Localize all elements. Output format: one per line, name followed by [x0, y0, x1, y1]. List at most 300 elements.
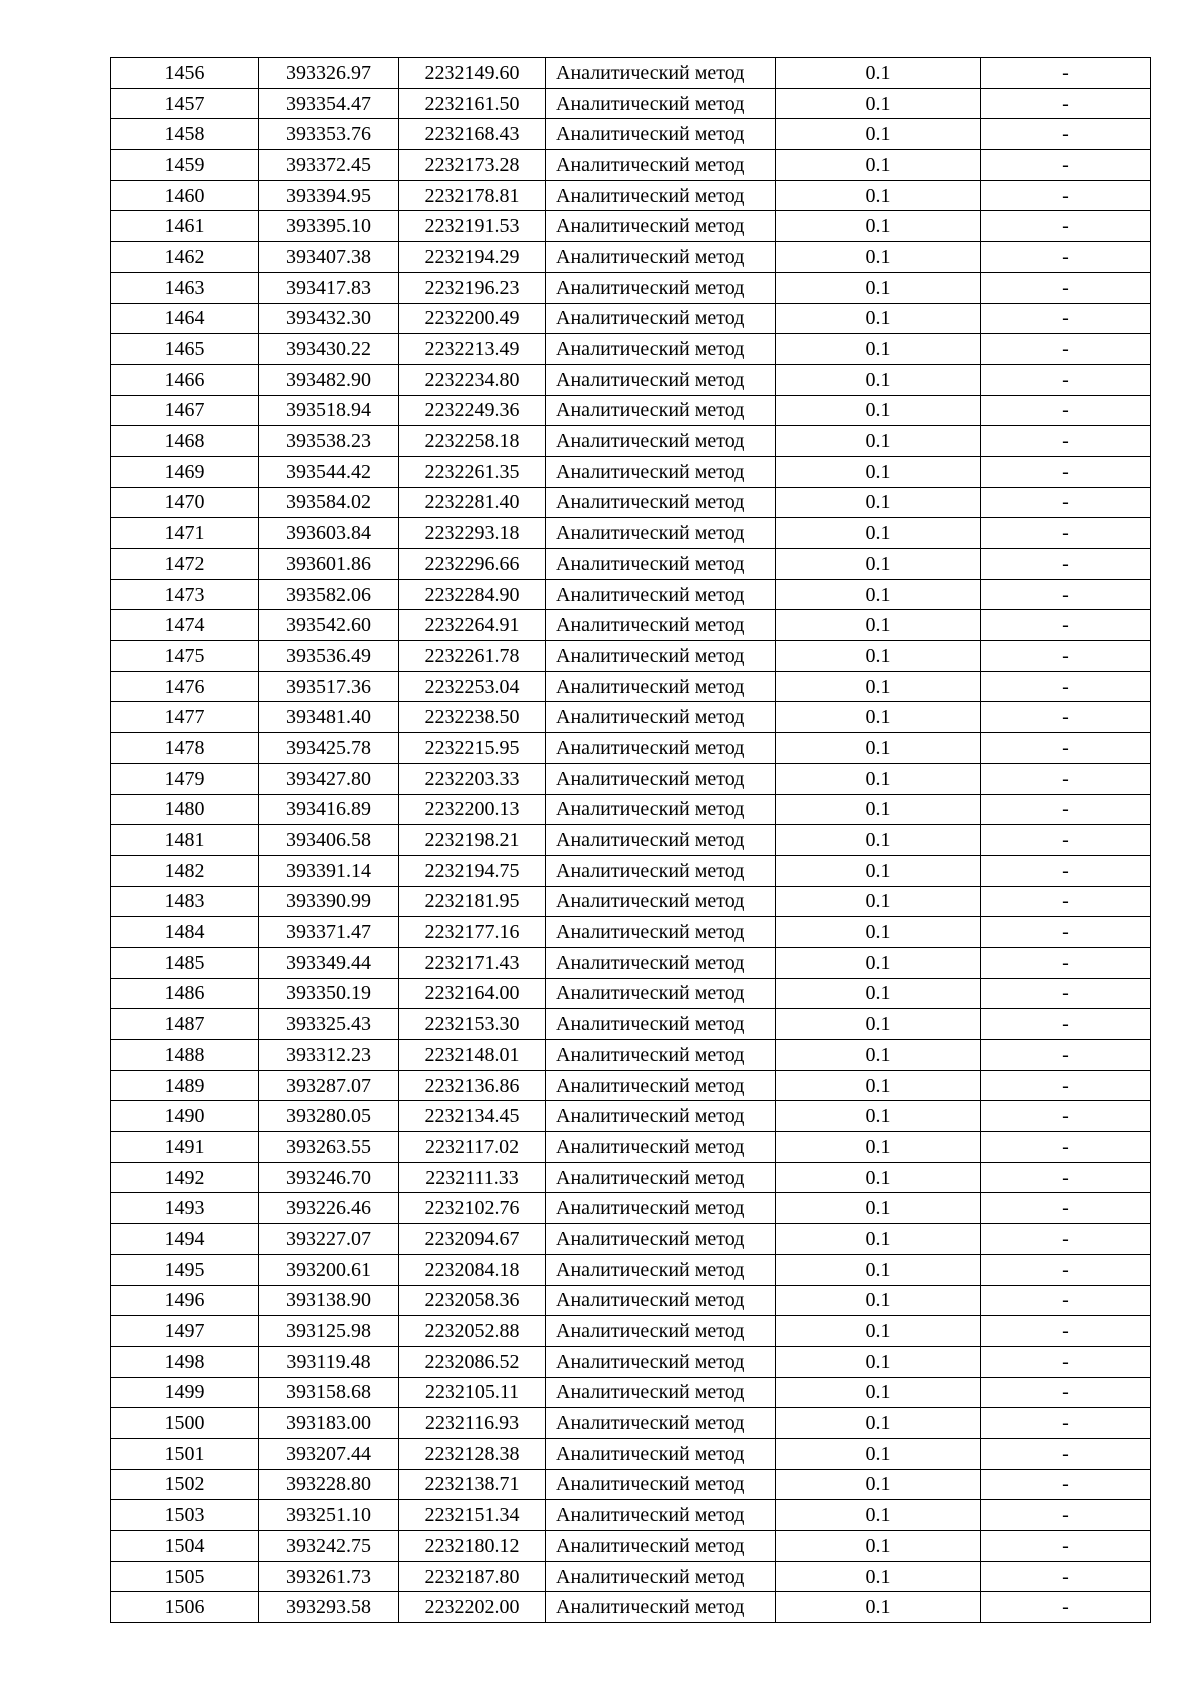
note-cell: - [981, 1500, 1151, 1531]
y-coordinate-cell: 2232084.18 [399, 1254, 546, 1285]
table-row [111, 763, 1151, 794]
table-row [111, 119, 1151, 150]
table-row [111, 88, 1151, 119]
table-row [111, 364, 1151, 395]
table-row [111, 456, 1151, 487]
accuracy-cell: 0.1 [776, 1377, 981, 1408]
y-coordinate-cell: 2232128.38 [399, 1438, 546, 1469]
y-coordinate-cell: 2232168.43 [399, 119, 546, 150]
x-coordinate-cell: 393349.44 [259, 947, 399, 978]
x-coordinate-cell: 393417.83 [259, 272, 399, 303]
method-cell: Аналитический метод [546, 395, 776, 426]
x-coordinate-cell: 393371.47 [259, 917, 399, 948]
point-number-cell: 1506 [111, 1592, 259, 1623]
note-cell: - [981, 671, 1151, 702]
table-row [111, 794, 1151, 825]
point-number-cell: 1471 [111, 518, 259, 549]
x-coordinate-cell: 393138.90 [259, 1285, 399, 1316]
x-coordinate-cell: 393542.60 [259, 610, 399, 641]
accuracy-cell: 0.1 [776, 947, 981, 978]
method-cell: Аналитический метод [546, 518, 776, 549]
accuracy-cell: 0.1 [776, 518, 981, 549]
accuracy-cell: 0.1 [776, 334, 981, 365]
table-row [111, 150, 1151, 181]
y-coordinate-cell: 2232200.13 [399, 794, 546, 825]
y-coordinate-cell: 2232238.50 [399, 702, 546, 733]
point-number-cell: 1497 [111, 1316, 259, 1347]
note-cell: - [981, 1438, 1151, 1469]
note-cell: - [981, 487, 1151, 518]
point-number-cell: 1467 [111, 395, 259, 426]
y-coordinate-cell: 2232102.76 [399, 1193, 546, 1224]
point-number-cell: 1504 [111, 1531, 259, 1562]
y-coordinate-cell: 2232086.52 [399, 1346, 546, 1377]
x-coordinate-cell: 393536.49 [259, 641, 399, 672]
table-row [111, 579, 1151, 610]
x-coordinate-cell: 393200.61 [259, 1254, 399, 1285]
table-row [111, 1162, 1151, 1193]
method-cell: Аналитический метод [546, 272, 776, 303]
accuracy-cell: 0.1 [776, 88, 981, 119]
table-row [111, 1469, 1151, 1500]
accuracy-cell: 0.1 [776, 1408, 981, 1439]
method-cell: Аналитический метод [546, 855, 776, 886]
note-cell: - [981, 456, 1151, 487]
table-row [111, 702, 1151, 733]
coordinates-table [110, 57, 1151, 1623]
note-cell: - [981, 88, 1151, 119]
method-cell: Аналитический метод [546, 1162, 776, 1193]
y-coordinate-cell: 2232052.88 [399, 1316, 546, 1347]
x-coordinate-cell: 393603.84 [259, 518, 399, 549]
accuracy-cell: 0.1 [776, 610, 981, 641]
point-number-cell: 1472 [111, 549, 259, 580]
note-cell: - [981, 364, 1151, 395]
x-coordinate-cell: 393287.07 [259, 1070, 399, 1101]
note-cell: - [981, 1040, 1151, 1071]
accuracy-cell: 0.1 [776, 1132, 981, 1163]
y-coordinate-cell: 2232261.35 [399, 456, 546, 487]
table-row [111, 1316, 1151, 1347]
table-row [111, 1346, 1151, 1377]
note-cell: - [981, 1285, 1151, 1316]
x-coordinate-cell: 393430.22 [259, 334, 399, 365]
note-cell: - [981, 150, 1151, 181]
x-coordinate-cell: 393227.07 [259, 1224, 399, 1255]
note-cell: - [981, 610, 1151, 641]
method-cell: Аналитический метод [546, 334, 776, 365]
note-cell: - [981, 1162, 1151, 1193]
y-coordinate-cell: 2232117.02 [399, 1132, 546, 1163]
method-cell: Аналитический метод [546, 242, 776, 273]
accuracy-cell: 0.1 [776, 733, 981, 764]
x-coordinate-cell: 393394.95 [259, 180, 399, 211]
accuracy-cell: 0.1 [776, 794, 981, 825]
method-cell: Аналитический метод [546, 671, 776, 702]
note-cell: - [981, 58, 1151, 89]
point-number-cell: 1485 [111, 947, 259, 978]
accuracy-cell: 0.1 [776, 272, 981, 303]
x-coordinate-cell: 393280.05 [259, 1101, 399, 1132]
y-coordinate-cell: 2232203.33 [399, 763, 546, 794]
x-coordinate-cell: 393158.68 [259, 1377, 399, 1408]
x-coordinate-cell: 393325.43 [259, 1009, 399, 1040]
method-cell: Аналитический метод [546, 579, 776, 610]
y-coordinate-cell: 2232153.30 [399, 1009, 546, 1040]
accuracy-cell: 0.1 [776, 641, 981, 672]
y-coordinate-cell: 2232281.40 [399, 487, 546, 518]
note-cell: - [981, 917, 1151, 948]
table-row [111, 1592, 1151, 1623]
x-coordinate-cell: 393544.42 [259, 456, 399, 487]
accuracy-cell: 0.1 [776, 456, 981, 487]
table-row [111, 917, 1151, 948]
y-coordinate-cell: 2232253.04 [399, 671, 546, 702]
point-number-cell: 1502 [111, 1469, 259, 1500]
x-coordinate-cell: 393353.76 [259, 119, 399, 150]
accuracy-cell: 0.1 [776, 763, 981, 794]
point-number-cell: 1461 [111, 211, 259, 242]
note-cell: - [981, 211, 1151, 242]
point-number-cell: 1456 [111, 58, 259, 89]
accuracy-cell: 0.1 [776, 487, 981, 518]
note-cell: - [981, 947, 1151, 978]
point-number-cell: 1501 [111, 1438, 259, 1469]
method-cell: Аналитический метод [546, 610, 776, 641]
point-number-cell: 1463 [111, 272, 259, 303]
accuracy-cell: 0.1 [776, 1162, 981, 1193]
method-cell: Аналитический метод [546, 1101, 776, 1132]
method-cell: Аналитический метод [546, 1040, 776, 1071]
method-cell: Аналитический метод [546, 794, 776, 825]
table-row [111, 180, 1151, 211]
point-number-cell: 1465 [111, 334, 259, 365]
x-coordinate-cell: 393246.70 [259, 1162, 399, 1193]
accuracy-cell: 0.1 [776, 303, 981, 334]
x-coordinate-cell: 393242.75 [259, 1531, 399, 1562]
method-cell: Аналитический метод [546, 1500, 776, 1531]
accuracy-cell: 0.1 [776, 1469, 981, 1500]
method-cell: Аналитический метод [546, 641, 776, 672]
x-coordinate-cell: 393518.94 [259, 395, 399, 426]
y-coordinate-cell: 2232161.50 [399, 88, 546, 119]
note-cell: - [981, 518, 1151, 549]
x-coordinate-cell: 393482.90 [259, 364, 399, 395]
method-cell: Аналитический метод [546, 1346, 776, 1377]
point-number-cell: 1493 [111, 1193, 259, 1224]
table-row [111, 395, 1151, 426]
table-row [111, 671, 1151, 702]
note-cell: - [981, 1101, 1151, 1132]
method-cell: Аналитический метод [546, 487, 776, 518]
accuracy-cell: 0.1 [776, 671, 981, 702]
y-coordinate-cell: 2232151.34 [399, 1500, 546, 1531]
point-number-cell: 1490 [111, 1101, 259, 1132]
accuracy-cell: 0.1 [776, 579, 981, 610]
y-coordinate-cell: 2232173.28 [399, 150, 546, 181]
method-cell: Аналитический метод [546, 1285, 776, 1316]
y-coordinate-cell: 2232296.66 [399, 549, 546, 580]
note-cell: - [981, 1408, 1151, 1439]
x-coordinate-cell: 393226.46 [259, 1193, 399, 1224]
y-coordinate-cell: 2232136.86 [399, 1070, 546, 1101]
table-row [111, 1070, 1151, 1101]
x-coordinate-cell: 393538.23 [259, 426, 399, 457]
y-coordinate-cell: 2232234.80 [399, 364, 546, 395]
note-cell: - [981, 549, 1151, 580]
point-number-cell: 1482 [111, 855, 259, 886]
note-cell: - [981, 242, 1151, 273]
point-number-cell: 1500 [111, 1408, 259, 1439]
y-coordinate-cell: 2232116.93 [399, 1408, 546, 1439]
method-cell: Аналитический метод [546, 1254, 776, 1285]
note-cell: - [981, 272, 1151, 303]
accuracy-cell: 0.1 [776, 917, 981, 948]
table-row [111, 1101, 1151, 1132]
table-row [111, 1254, 1151, 1285]
table-row [111, 518, 1151, 549]
x-coordinate-cell: 393354.47 [259, 88, 399, 119]
y-coordinate-cell: 2232111.33 [399, 1162, 546, 1193]
x-coordinate-cell: 393125.98 [259, 1316, 399, 1347]
y-coordinate-cell: 2232200.49 [399, 303, 546, 334]
x-coordinate-cell: 393183.00 [259, 1408, 399, 1439]
point-number-cell: 1503 [111, 1500, 259, 1531]
method-cell: Аналитический метод [546, 1070, 776, 1101]
y-coordinate-cell: 2232164.00 [399, 978, 546, 1009]
table-row [111, 303, 1151, 334]
accuracy-cell: 0.1 [776, 855, 981, 886]
note-cell: - [981, 395, 1151, 426]
method-cell: Аналитический метод [546, 364, 776, 395]
point-number-cell: 1459 [111, 150, 259, 181]
accuracy-cell: 0.1 [776, 395, 981, 426]
x-coordinate-cell: 393207.44 [259, 1438, 399, 1469]
method-cell: Аналитический метод [546, 702, 776, 733]
coordinates-table-body [111, 58, 1151, 1623]
point-number-cell: 1458 [111, 119, 259, 150]
point-number-cell: 1480 [111, 794, 259, 825]
accuracy-cell: 0.1 [776, 1224, 981, 1255]
method-cell: Аналитический метод [546, 456, 776, 487]
y-coordinate-cell: 2232180.12 [399, 1531, 546, 1562]
y-coordinate-cell: 2232215.95 [399, 733, 546, 764]
y-coordinate-cell: 2232149.60 [399, 58, 546, 89]
note-cell: - [981, 733, 1151, 764]
accuracy-cell: 0.1 [776, 1346, 981, 1377]
accuracy-cell: 0.1 [776, 1101, 981, 1132]
x-coordinate-cell: 393119.48 [259, 1346, 399, 1377]
table-row [111, 641, 1151, 672]
accuracy-cell: 0.1 [776, 1070, 981, 1101]
point-number-cell: 1477 [111, 702, 259, 733]
y-coordinate-cell: 2232105.11 [399, 1377, 546, 1408]
y-coordinate-cell: 2232258.18 [399, 426, 546, 457]
table-row [111, 1009, 1151, 1040]
y-coordinate-cell: 2232194.29 [399, 242, 546, 273]
note-cell: - [981, 1316, 1151, 1347]
method-cell: Аналитический метод [546, 1132, 776, 1163]
method-cell: Аналитический метод [546, 58, 776, 89]
x-coordinate-cell: 393293.58 [259, 1592, 399, 1623]
table-row [111, 1500, 1151, 1531]
note-cell: - [981, 978, 1151, 1009]
y-coordinate-cell: 2232058.36 [399, 1285, 546, 1316]
note-cell: - [981, 119, 1151, 150]
point-number-cell: 1476 [111, 671, 259, 702]
table-row [111, 1438, 1151, 1469]
accuracy-cell: 0.1 [776, 1193, 981, 1224]
point-number-cell: 1464 [111, 303, 259, 334]
accuracy-cell: 0.1 [776, 825, 981, 856]
note-cell: - [981, 1531, 1151, 1562]
method-cell: Аналитический метод [546, 886, 776, 917]
y-coordinate-cell: 2232249.36 [399, 395, 546, 426]
point-number-cell: 1469 [111, 456, 259, 487]
point-number-cell: 1496 [111, 1285, 259, 1316]
point-number-cell: 1484 [111, 917, 259, 948]
x-coordinate-cell: 393406.58 [259, 825, 399, 856]
table-row [111, 1132, 1151, 1163]
point-number-cell: 1489 [111, 1070, 259, 1101]
x-coordinate-cell: 393228.80 [259, 1469, 399, 1500]
accuracy-cell: 0.1 [776, 58, 981, 89]
method-cell: Аналитический метод [546, 917, 776, 948]
y-coordinate-cell: 2232148.01 [399, 1040, 546, 1071]
point-number-cell: 1473 [111, 579, 259, 610]
accuracy-cell: 0.1 [776, 150, 981, 181]
x-coordinate-cell: 393261.73 [259, 1561, 399, 1592]
point-number-cell: 1481 [111, 825, 259, 856]
x-coordinate-cell: 393326.97 [259, 58, 399, 89]
point-number-cell: 1494 [111, 1224, 259, 1255]
table-row [111, 947, 1151, 978]
x-coordinate-cell: 393350.19 [259, 978, 399, 1009]
point-number-cell: 1499 [111, 1377, 259, 1408]
table-row [111, 610, 1151, 641]
accuracy-cell: 0.1 [776, 549, 981, 580]
y-coordinate-cell: 2232177.16 [399, 917, 546, 948]
table-row [111, 1531, 1151, 1562]
note-cell: - [981, 855, 1151, 886]
point-number-cell: 1478 [111, 733, 259, 764]
note-cell: - [981, 1254, 1151, 1285]
point-number-cell: 1460 [111, 180, 259, 211]
x-coordinate-cell: 393312.23 [259, 1040, 399, 1071]
accuracy-cell: 0.1 [776, 1285, 981, 1316]
point-number-cell: 1474 [111, 610, 259, 641]
accuracy-cell: 0.1 [776, 426, 981, 457]
point-number-cell: 1487 [111, 1009, 259, 1040]
x-coordinate-cell: 393416.89 [259, 794, 399, 825]
y-coordinate-cell: 2232171.43 [399, 947, 546, 978]
method-cell: Аналитический метод [546, 426, 776, 457]
note-cell: - [981, 334, 1151, 365]
note-cell: - [981, 1193, 1151, 1224]
x-coordinate-cell: 393391.14 [259, 855, 399, 886]
x-coordinate-cell: 393584.02 [259, 487, 399, 518]
point-number-cell: 1479 [111, 763, 259, 794]
note-cell: - [981, 794, 1151, 825]
x-coordinate-cell: 393582.06 [259, 579, 399, 610]
method-cell: Аналитический метод [546, 825, 776, 856]
method-cell: Аналитический метод [546, 1531, 776, 1562]
note-cell: - [981, 426, 1151, 457]
accuracy-cell: 0.1 [776, 364, 981, 395]
table-row [111, 1040, 1151, 1071]
accuracy-cell: 0.1 [776, 886, 981, 917]
y-coordinate-cell: 2232094.67 [399, 1224, 546, 1255]
table-row [111, 1377, 1151, 1408]
table-row [111, 978, 1151, 1009]
y-coordinate-cell: 2232264.91 [399, 610, 546, 641]
x-coordinate-cell: 393407.38 [259, 242, 399, 273]
note-cell: - [981, 886, 1151, 917]
method-cell: Аналитический метод [546, 88, 776, 119]
y-coordinate-cell: 2232202.00 [399, 1592, 546, 1623]
point-number-cell: 1486 [111, 978, 259, 1009]
x-coordinate-cell: 393263.55 [259, 1132, 399, 1163]
y-coordinate-cell: 2232181.95 [399, 886, 546, 917]
point-number-cell: 1483 [111, 886, 259, 917]
method-cell: Аналитический метод [546, 1193, 776, 1224]
accuracy-cell: 0.1 [776, 1500, 981, 1531]
method-cell: Аналитический метод [546, 549, 776, 580]
accuracy-cell: 0.1 [776, 242, 981, 273]
method-cell: Аналитический метод [546, 1469, 776, 1500]
note-cell: - [981, 1224, 1151, 1255]
accuracy-cell: 0.1 [776, 978, 981, 1009]
method-cell: Аналитический метод [546, 211, 776, 242]
note-cell: - [981, 641, 1151, 672]
x-coordinate-cell: 393425.78 [259, 733, 399, 764]
method-cell: Аналитический метод [546, 150, 776, 181]
y-coordinate-cell: 2232198.21 [399, 825, 546, 856]
table-row [111, 426, 1151, 457]
x-coordinate-cell: 393395.10 [259, 211, 399, 242]
method-cell: Аналитический метод [546, 1561, 776, 1592]
table-row [111, 886, 1151, 917]
table-row [111, 855, 1151, 886]
note-cell: - [981, 763, 1151, 794]
point-number-cell: 1491 [111, 1132, 259, 1163]
method-cell: Аналитический метод [546, 978, 776, 1009]
point-number-cell: 1470 [111, 487, 259, 518]
method-cell: Аналитический метод [546, 1438, 776, 1469]
table-row [111, 549, 1151, 580]
note-cell: - [981, 1561, 1151, 1592]
y-coordinate-cell: 2232194.75 [399, 855, 546, 886]
point-number-cell: 1505 [111, 1561, 259, 1592]
accuracy-cell: 0.1 [776, 1009, 981, 1040]
table-row [111, 1193, 1151, 1224]
table-row [111, 1224, 1151, 1255]
y-coordinate-cell: 2232293.18 [399, 518, 546, 549]
table-row [111, 1408, 1151, 1439]
note-cell: - [981, 702, 1151, 733]
accuracy-cell: 0.1 [776, 180, 981, 211]
accuracy-cell: 0.1 [776, 1040, 981, 1071]
point-number-cell: 1466 [111, 364, 259, 395]
table-row [111, 334, 1151, 365]
point-number-cell: 1492 [111, 1162, 259, 1193]
accuracy-cell: 0.1 [776, 119, 981, 150]
point-number-cell: 1495 [111, 1254, 259, 1285]
y-coordinate-cell: 2232187.80 [399, 1561, 546, 1592]
point-number-cell: 1468 [111, 426, 259, 457]
y-coordinate-cell: 2232284.90 [399, 579, 546, 610]
x-coordinate-cell: 393481.40 [259, 702, 399, 733]
